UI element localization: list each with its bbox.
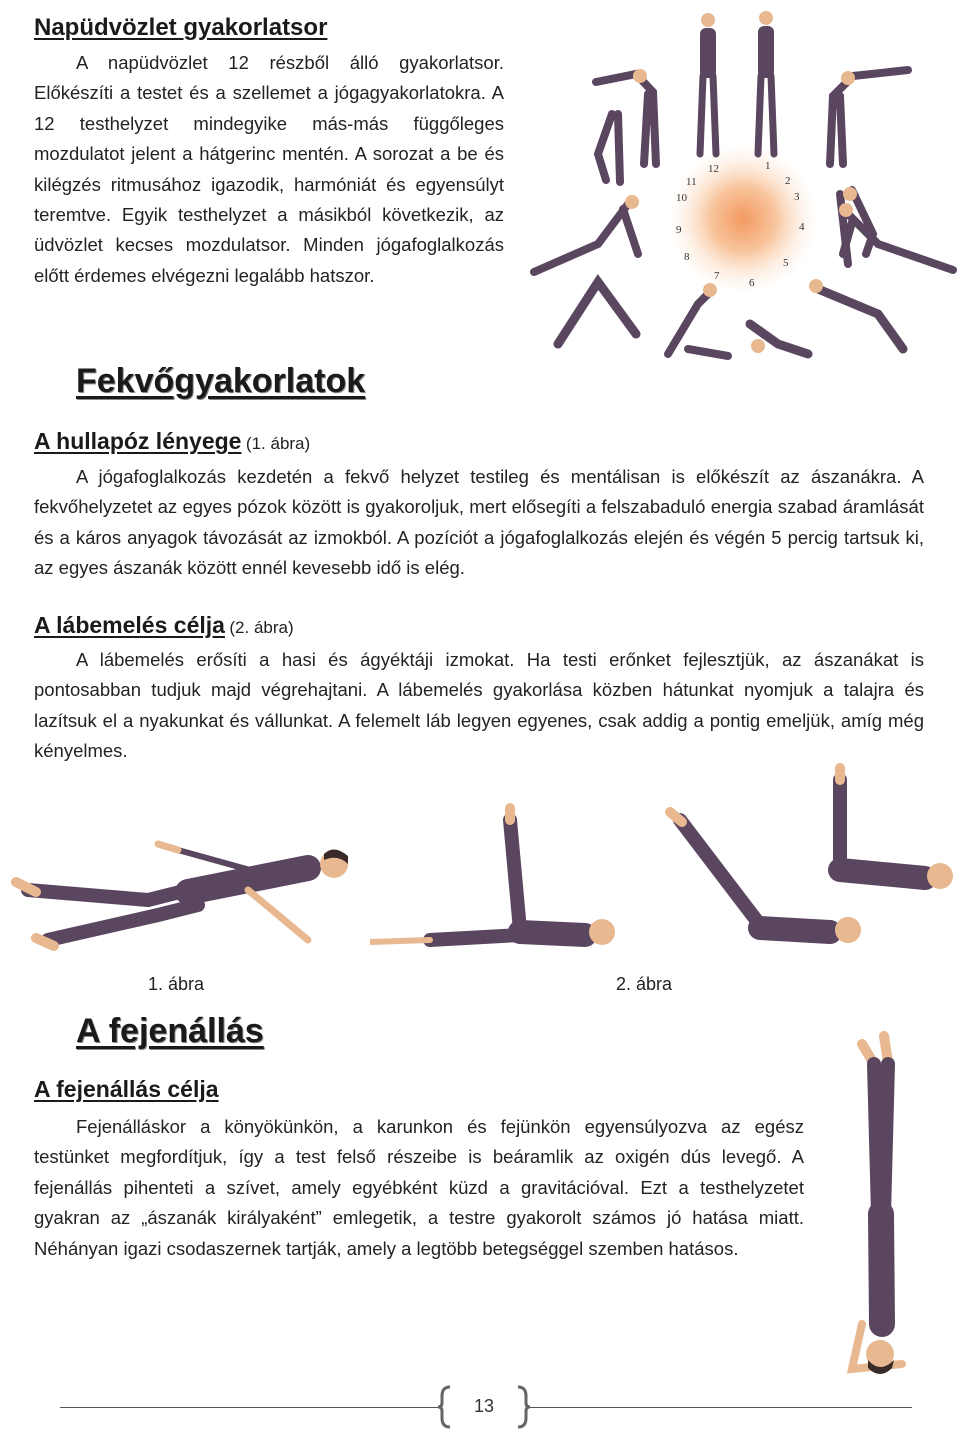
paragraph-hullapoz-text: A jógafoglalkozás kezdetén a fekvő helyzet testileg és mentálisan is előkészít az ászanákra. A fekvőhelyzetet az egyes pózok között is gyakoroljuk, mert elősegíti a felszabaduló energia szabad áramlását és a káros anyagok távozását az izmokból. A pozíciót a jógafoglalkozás elején és végén 5 percig tartsuk ki, az egyes ászanák között ennél kevesebb idő is elég. (34, 466, 924, 579)
pose-number-10: 10 (676, 192, 687, 204)
sun-salutation-svg (528, 4, 958, 368)
leg-raise-svg (370, 760, 956, 970)
paragraph-labemeles (34, 645, 924, 767)
leg-raise-a-leg-up (510, 820, 520, 930)
figure-2-leg-raise (370, 760, 956, 970)
subsection-title-fejenallas: A fejenállás célja (34, 1076, 219, 1102)
pose-figure-1 (758, 11, 774, 154)
subsection-header-labemeles (34, 612, 294, 639)
leg-raise-a-head (589, 919, 615, 945)
pose-number-5: 5 (783, 257, 789, 269)
sun-salutation-diagram (528, 4, 958, 368)
paragraph-napudvozlet-text: A napüdvözlet 12 részből álló gyakorlatsor. Előkészíti a testet és a szellemet a jógagyakorlatokra. A 12 testhelyzet mindegyike más-más függőleges mozdulatot jelent a hátgerinc mentén. A sorozat a be és kilégzés ritmusához igazodik, harmóniát és egyensúlyt teremtve. Egyik testhelyzet a másikból következik, az üdvözlet kecses mozdulatsor. Minden jógafoglalkozás előtt érdemes elvégezni legalább hatszor. (34, 52, 504, 286)
pose-number-8: 8 (684, 251, 690, 263)
figure-2-caption: 2. ábra (616, 974, 673, 994)
leg-raise-b-leg-up (680, 820, 760, 925)
pose-figure-11 (596, 69, 656, 164)
page-number: 13 (473, 1396, 495, 1416)
headstand-svg (822, 1024, 952, 1384)
paragraph-napudvozlet (34, 48, 504, 291)
paragraph-fejenallas-text: Fejenálláskor a könyökünkön, a karunkon és fejünkön egyensúlyozva az egész testünket megfordítjuk, így a test felső részeibe is beáramlik az oxigén dús levegő. A fejenállás pihenteti a szívet, amely egyébként küzd a gravitációval. Ezt a testhelyzetet gyakran az „ászanák királyaként” emlegetik, a testre gyakorolt számos jó hatása miatt. Néhányan igazi csodaszernek tartják, amely a legtöbb betegséggel szemben hatásos. (34, 1116, 804, 1259)
pose-number-2: 2 (785, 175, 791, 187)
paragraph-hullapoz (34, 462, 924, 584)
pose-number-7: 7 (714, 270, 720, 282)
pose-figure-12 (700, 13, 716, 154)
section-title-fekvogyakorlatok: Fekvőgyakorlatok (76, 362, 366, 400)
pose-number-3: 3 (794, 191, 800, 203)
pose-number-4: 4 (799, 221, 805, 233)
pose-figure-2 (830, 70, 908, 164)
pose-number-11: 11 (686, 176, 697, 188)
sun-center (671, 147, 815, 291)
subsection-title-labemeles: A lábemelés célja (34, 612, 225, 638)
paragraph-fejenallas (34, 1112, 804, 1264)
pose-number-9: 9 (676, 224, 682, 236)
pose-figure-9 (534, 195, 639, 272)
pose-number-12: 12 (708, 163, 719, 175)
subsection-header-hullapoz (34, 428, 310, 455)
pose-figure-10 (598, 114, 620, 182)
footer-page-box (436, 1384, 532, 1430)
leg-raise-c-head (927, 863, 953, 889)
figure-1-corpse-pose (8, 820, 368, 970)
leg-raise-a-leg-down (430, 935, 520, 940)
pose-number-6: 6 (749, 277, 755, 289)
figure-1-caption: 1. ábra (148, 974, 205, 994)
figure-headstand (822, 1024, 952, 1384)
pose-figure-7 (668, 283, 728, 356)
pose-figure-5 (809, 279, 903, 349)
pose-figure-6 (750, 324, 808, 354)
footer-rule-left (60, 1407, 440, 1408)
leg-raise-b-head (835, 917, 861, 943)
subsection-title-hullapoz: A hullapóz lényege (34, 428, 242, 454)
pose-figure-8 (558, 282, 636, 344)
figure-reference-1: (1. ábra) (245, 434, 311, 453)
footer-rule-right (526, 1407, 912, 1408)
section-title-fejenallas: A fejenállás (76, 1012, 264, 1050)
section-title-napudvozlet: Napüdvözlet gyakorlatsor (34, 14, 328, 41)
paragraph-labemeles-text: A lábemelés erősíti a hasi és ágyéktáji izmokat. Ha testi erőnket fejlesztjük, az ászanákat is pontosabban tudjuk majd végrehajtani. A lábemelés gyakorlása közben hátunkat nyomjuk a talajra és lazítsuk el a nyakunkat és vállunkat. A felemelt láb legyen egyenes, csak addig a pontig emeljük, amíg még kényelmes. (34, 649, 924, 762)
figure-reference-2: (2. ábra) (229, 618, 294, 637)
pose-figure-4 (839, 203, 953, 270)
pose-number-1: 1 (765, 160, 771, 172)
corpse-pose-svg (8, 820, 368, 970)
